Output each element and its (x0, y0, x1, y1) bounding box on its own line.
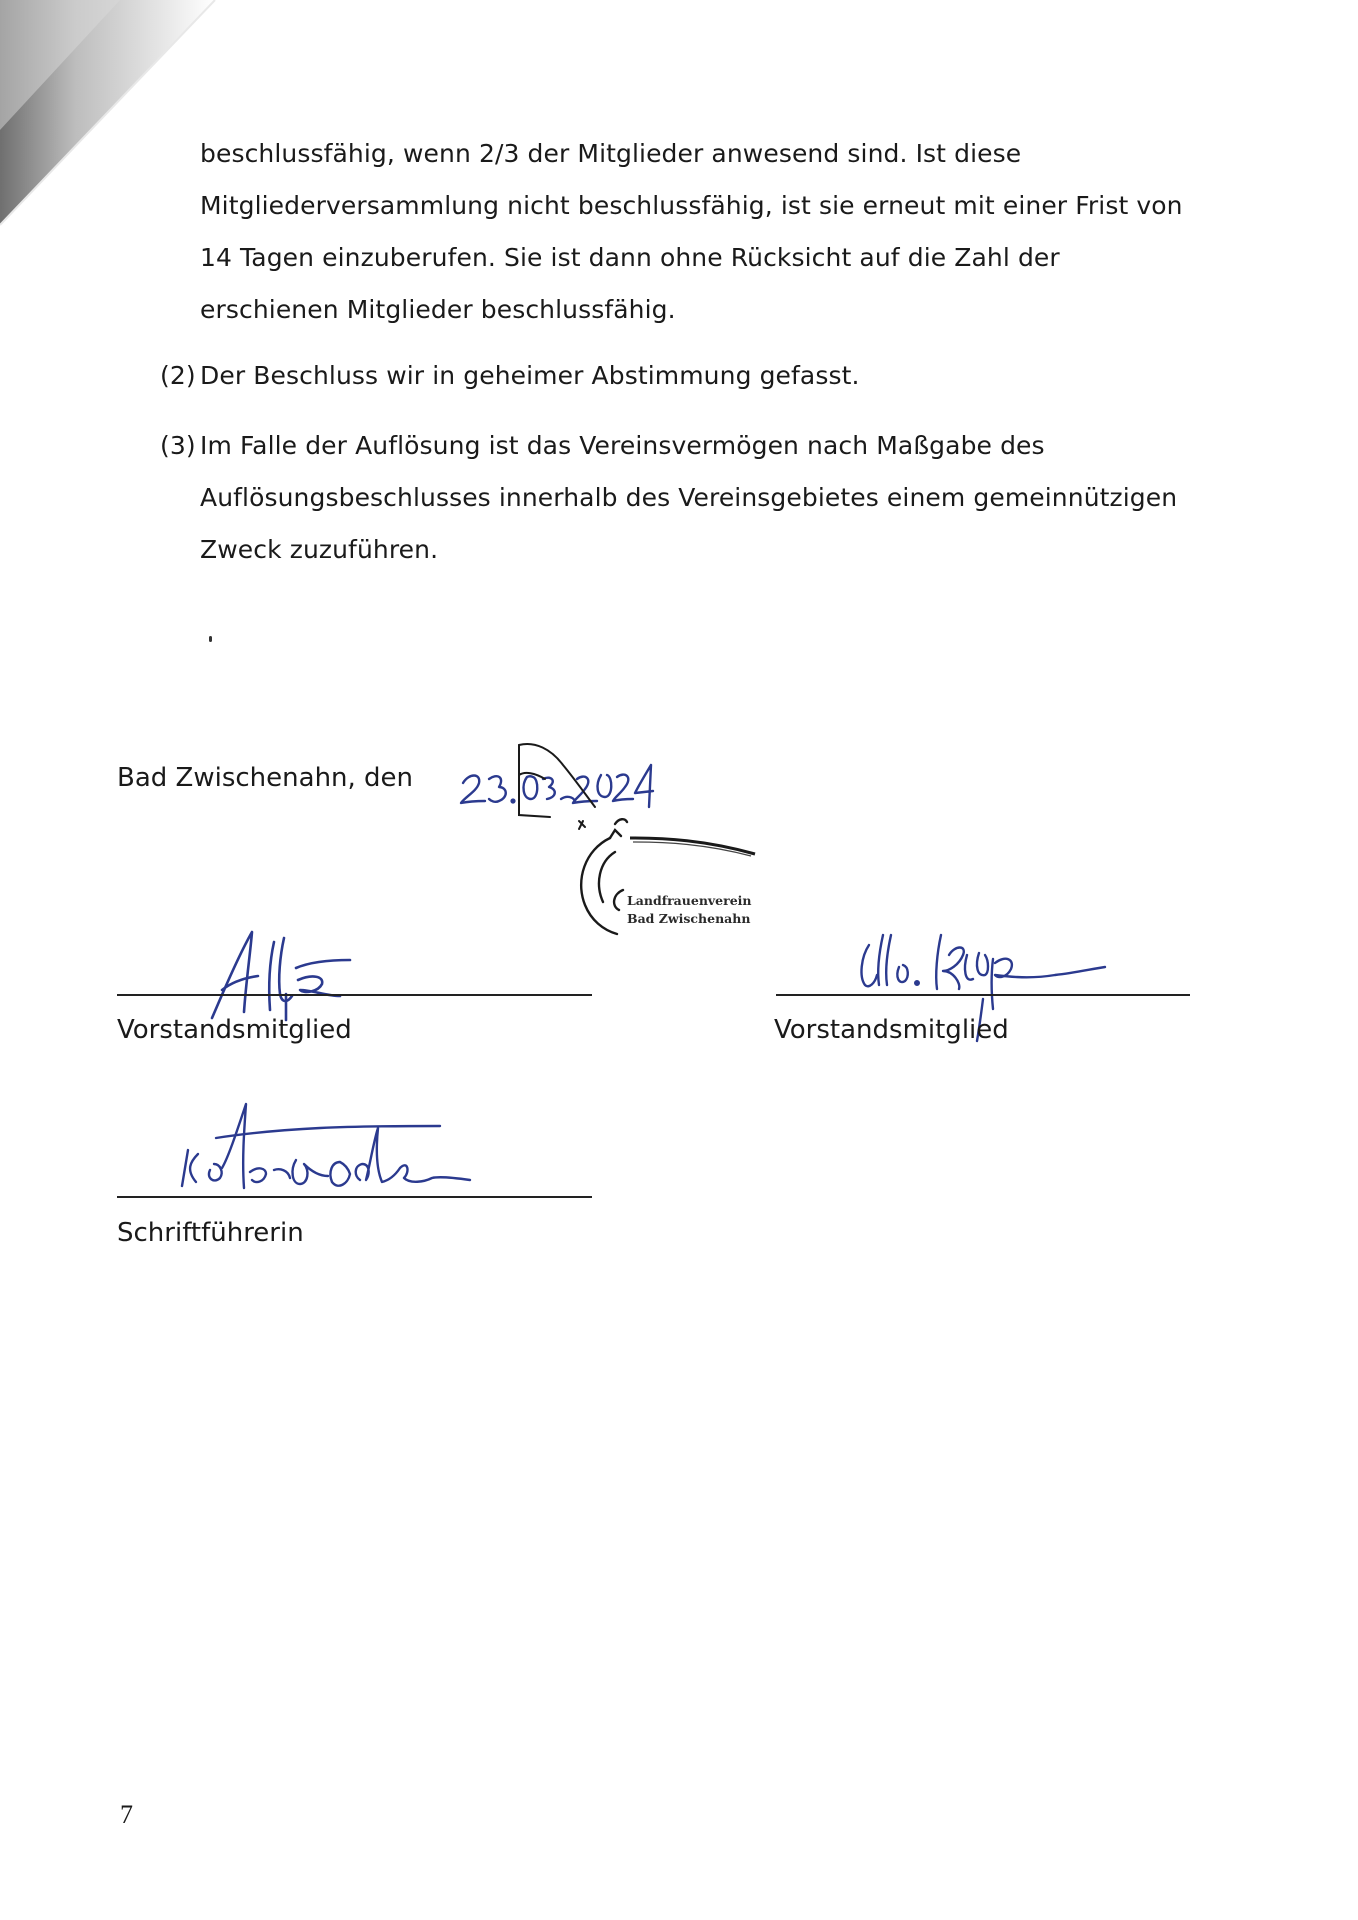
paragraph-number: (2) (160, 361, 196, 390)
signature-line (117, 994, 592, 996)
text-line: Mitgliederversammlung nicht beschlussfähig, ist sie erneut mit einer Frist von (200, 191, 1183, 220)
text-line: Zweck zuzuführen. (200, 535, 439, 564)
paragraph-number: (3) (160, 431, 196, 460)
paragraph-3 (160, 420, 1178, 576)
signature-secretary (170, 1098, 500, 1198)
signature-line (117, 1196, 592, 1198)
text-line: Im Falle der Auflösung ist das Vereinsvermögen nach Maßgabe des (200, 431, 1045, 460)
signature-label-board-member-2: Vorstandsmitglied (774, 1015, 1009, 1045)
place-date-label: Bad Zwischenahn, den (117, 763, 414, 793)
stamp-text-line: Bad Zwischenahn (627, 911, 751, 926)
signature-line (776, 994, 1190, 996)
signature-label-secretary: Schriftführerin (117, 1218, 304, 1248)
signature-label-board-member-1: Vorstandsmitglied (117, 1015, 352, 1045)
paragraph-continuation (200, 128, 1183, 336)
text-line: Auflösungsbeschlusses innerhalb des Vereinsgebietes einem gemeinnützigen (200, 483, 1178, 512)
stray-mark (209, 636, 212, 642)
stamp-text-line: Landfrauenverein (627, 893, 752, 908)
association-stamp (555, 810, 770, 950)
text-line: Der Beschluss wir in geheimer Abstimmung gefasst. (200, 361, 860, 390)
paragraph-2 (160, 350, 860, 402)
page-number: 7 (120, 1800, 133, 1829)
text-line: beschlussfähig, wenn 2/3 der Mitglieder anwesend sind. Ist diese (200, 139, 1022, 168)
signature-board-member-1 (200, 920, 430, 1025)
text-line: 14 Tagen einzuberufen. Sie ist dann ohne Rücksicht auf die Zahl der (200, 243, 1060, 272)
text-line: erschienen Mitglieder beschlussfähig. (200, 295, 676, 324)
